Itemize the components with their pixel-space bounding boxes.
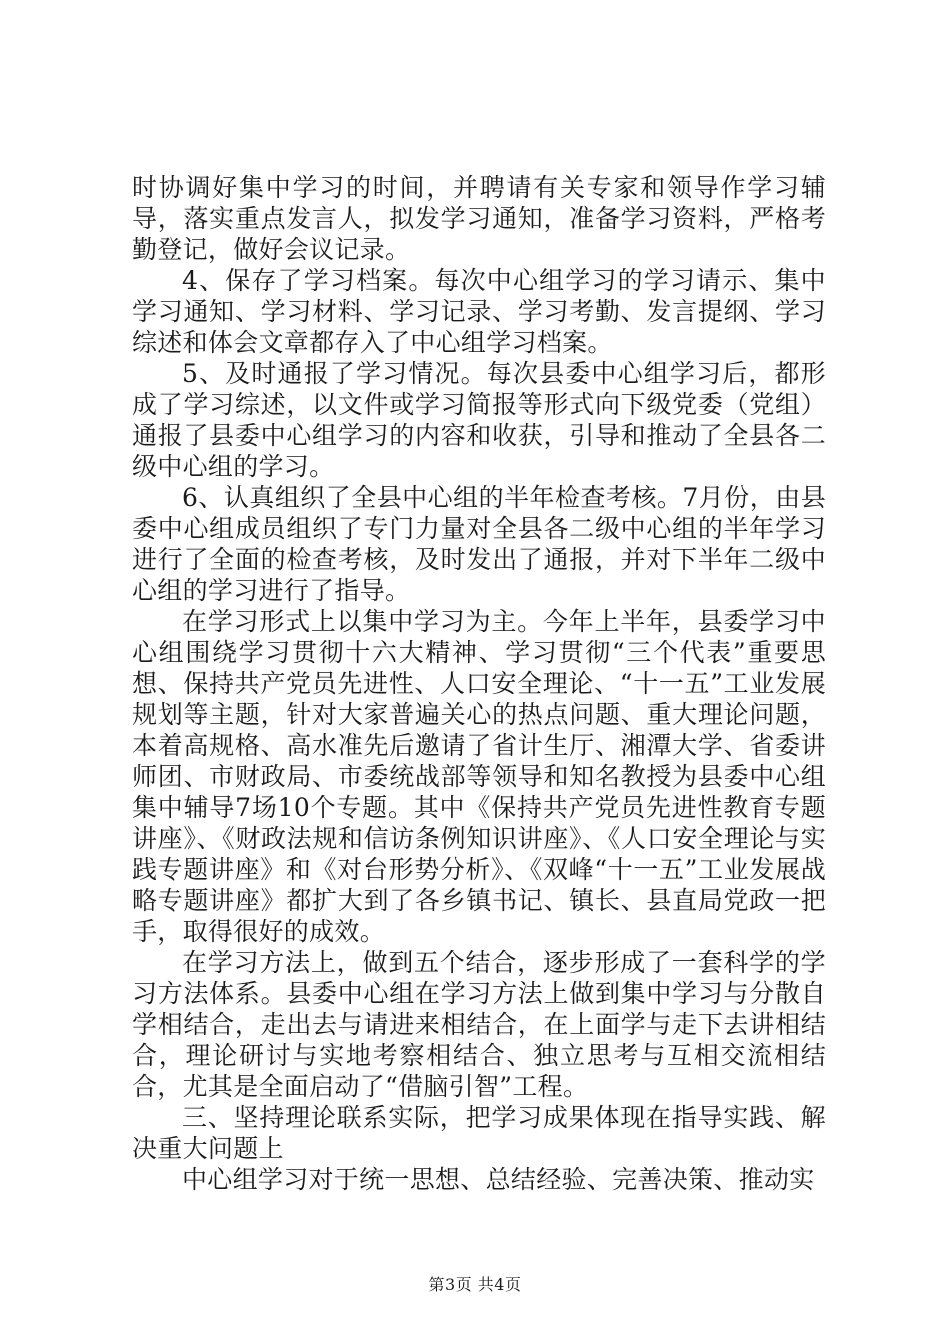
paragraph-learning-method: 在学习方法上，做到五个结合，逐步形成了一套科学的学习方法体系。县委中心组在学习方法上做到集中学习与分散自学相结合，走出去与请进来相结合，在上面学与走下去讲相结合，理论研讨与实地考察相结合、独立思考与互相交流相结合，尤其是全面启动了“借脑引智”工程。 (132, 948, 826, 1101)
paragraph-continuation: 时协调好集中学习的时间，并聘请有关专家和领导作学习辅导，落实重点发言人，拟发学习通知，准备学习资料，严格考勤登记，做好会议记录。 (132, 173, 826, 264)
body-text (132, 172, 826, 1195)
paragraph-item-5: 5、及时通报了学习情况。每次县委中心组学习后，都形成了学习综述，以文件或学习简报等形式向下级党委（党组）通报了县委中心组学习的内容和收获，引导和推动了全县各二级中心组的学习。 (132, 359, 826, 481)
paragraph-item-4: 4、保存了学习档案。每次中心组学习的学习请示、集中学习通知、学习材料、学习记录、学习考勤、发言提纲、学习综述和体会文章都存入了中心组学习档案。 (132, 266, 826, 357)
paragraph-learning-form: 在学习形式上以集中学习为主。今年上半年，县委学习中心组围绕学习贯彻十六大精神、学习贯彻“三个代表”重要思想、保持共产党员先进性、人口安全理论、“十一五”工业发展规划等主题，针对大家普遍关心的热点问题、重大理论问题，本着高规格、高水准先后邀请了省计生厅、湘潭大学、省委讲师团、市财政局、市委统战部等领导和知名教授为县委中心组集中辅导7场10个专题。其中《保持共产党员先进性教育专题讲座》、《财政法规和信访条例知识讲座》、《人口安全理论与实践专题讲座》和《对台形势分析》、《双峰“十一五”工业发展战略专题讲座》都扩大到了各乡镇书记、镇长、县直局党政一把手，取得很好的成效。 (132, 607, 826, 946)
page-number-footer: 第3页 共4页 (428, 1275, 522, 1294)
paragraph-item-6: 6、认真组织了全县中心组的半年检查考核。7月份，由县委中心组成员组织了专门力量对全县各二级中心组的半年学习进行了全面的检查考核，及时发出了通报，并对下半年二级中心组的学习进行了指导。 (132, 483, 826, 605)
section-heading-3: 三、坚持理论联系实际，把学习成果体现在指导实践、解决重大问题上 (132, 1103, 826, 1163)
paragraph-closing: 中心组学习对于统一思想、总结经验、完善决策、推动实 (182, 1165, 815, 1194)
